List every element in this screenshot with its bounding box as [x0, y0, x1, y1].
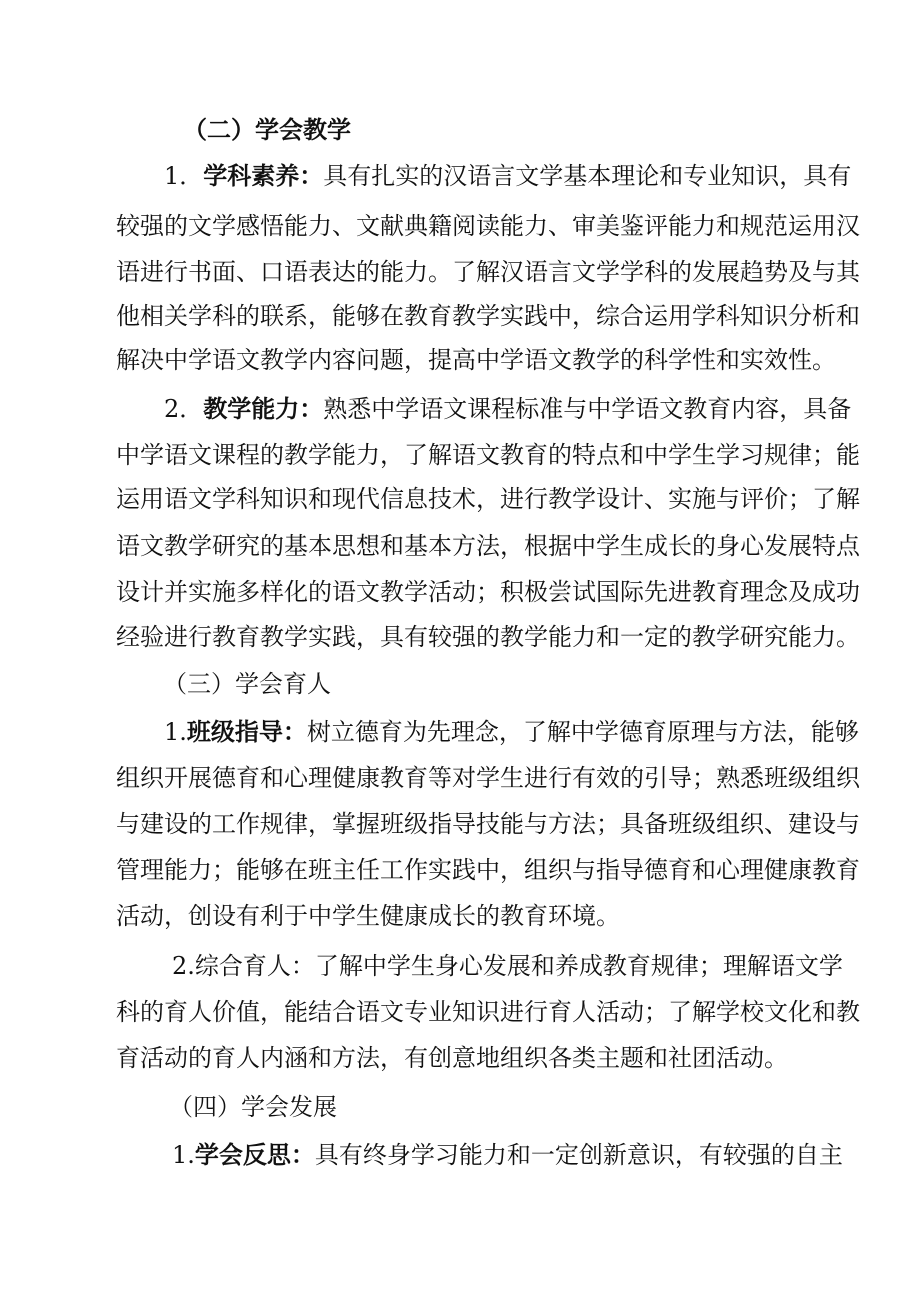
- item-text: 具有扎实的汉语言文学基本理论和专业知识，具有: [323, 162, 852, 190]
- paragraph-line: 中学语文课程的教学能力，了解语文教育的特点和中学生学习规律；能: [116, 441, 860, 469]
- item-text: 熟悉中学语文课程标准与中学语文教育内容，具备: [323, 395, 852, 423]
- item-title: 班级指导：: [186, 717, 307, 746]
- paragraph-line: 设计并实施多样化的语文教学活动；积极尝试国际先进教育理念及成功: [116, 578, 860, 606]
- item-title: 学会反思：: [194, 1140, 315, 1169]
- paragraph-line: 经验进行教育教学实践，具有较强的教学能力和一定的教学研究能力。: [116, 623, 860, 651]
- item-title: 综合育人：: [194, 952, 315, 980]
- item-text: 了解中学生身心发展和养成教育规律；理解语文学: [314, 952, 843, 980]
- paragraph-first-line: [172, 1139, 843, 1171]
- item-number: 1.: [172, 1141, 195, 1169]
- paragraph-line: 语进行书面、口语表达的能力。了解汉语言文学学科的发展趋势及与其: [116, 258, 860, 286]
- item-number: 2.: [172, 952, 195, 980]
- paragraph-line: 管理能力；能够在班主任工作实践中，组织与指导德育和心理健康教育: [116, 856, 860, 884]
- item-number: 1.: [164, 718, 187, 746]
- paragraph-first-line: [164, 716, 859, 748]
- paragraph-line: 育活动的育人内涵和方法，有创意地组织各类主题和社团活动。: [116, 1044, 788, 1072]
- section-heading: （二）学会教学: [183, 115, 351, 144]
- paragraph-line: 较强的文学感悟能力、文献典籍阅读能力、审美鉴评能力和规范运用汉: [116, 212, 860, 240]
- item-number: 1．: [164, 162, 204, 190]
- paragraph-line: 语文教学研究的基本思想和基本方法，根据中学生成长的身心发展特点: [116, 532, 860, 560]
- section-heading: （三）学会育人: [163, 670, 331, 698]
- item-number: 2．: [164, 395, 204, 423]
- paragraph-line: 活动，创设有利于中学生健康成长的教育环境。: [116, 902, 620, 930]
- section-heading: （四）学会发展: [169, 1093, 337, 1121]
- paragraph-first-line: [172, 950, 843, 982]
- item-text: 具有终身学习能力和一定创新意识，有较强的自主: [314, 1141, 843, 1169]
- item-title: 教学能力：: [203, 394, 324, 423]
- item-title: 学科素养：: [203, 161, 324, 190]
- paragraph-line: 解决中学语文教学内容问题，提高中学语文教学的科学性和实效性。: [116, 346, 836, 374]
- paragraph-line: 组织开展德育和心理健康教育等对学生进行有效的引导；熟悉班级组织: [116, 764, 860, 792]
- paragraph-first-line: [164, 393, 852, 425]
- paragraph-first-line: [164, 160, 852, 192]
- paragraph-line: 科的育人价值，能结合语文专业知识进行育人活动；了解学校文化和教: [116, 998, 860, 1026]
- paragraph-line: 与建设的工作规律，掌握班级指导技能与方法；具备班级组织、建设与: [116, 810, 860, 838]
- item-text: 树立德育为先理念，了解中学德育原理与方法，能够: [306, 718, 859, 746]
- paragraph-line: 运用语文学科知识和现代信息技术，进行教学设计、实施与评价；了解: [116, 485, 860, 513]
- paragraph-line: 他相关学科的联系，能够在教育教学实践中，综合运用学科知识分析和: [116, 302, 860, 330]
